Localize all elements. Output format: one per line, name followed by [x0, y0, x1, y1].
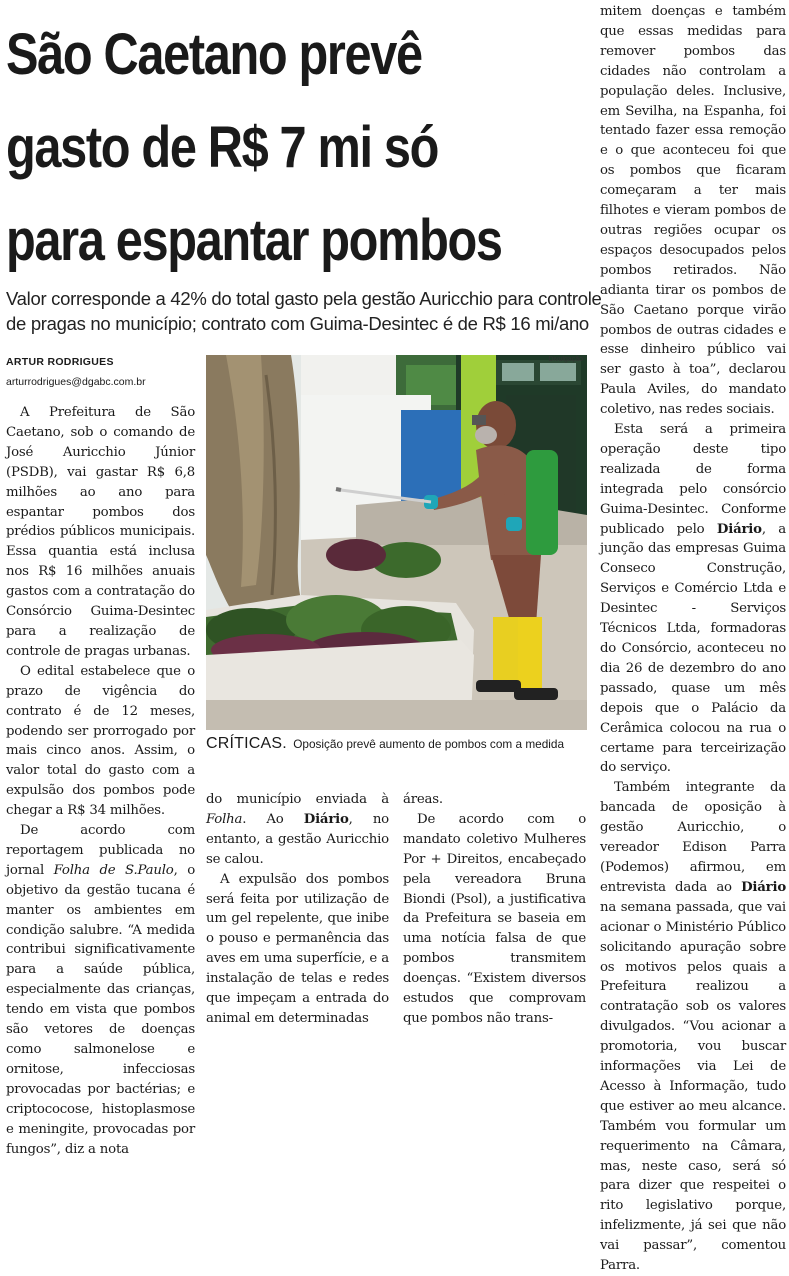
- article-photo: [206, 355, 587, 730]
- paragraph: A expulsão dos pombos será feita por utilização de um gel repelente, que inibe o pouso e permanência das aves em uma superfície, e a instalação de telas e redes que impeçam a entrada do animal em determinadas: [206, 871, 389, 1026]
- byline: [6, 356, 201, 388]
- subheadline-line-2: de pragas no município; contrato com Guima-Desintec é de R$ 16 mi/ano: [6, 313, 589, 334]
- author-email: arturrodrigues@dgabc.com.br: [6, 376, 146, 388]
- headline-line-2: gasto de R$ 7 mi só: [6, 115, 439, 180]
- article-column-2: [206, 790, 389, 1029]
- newspaper-name: Diário: [741, 879, 786, 895]
- paragraph: do município enviada à Folha. Ao Diário, no entanto, a gestão Auricchio se calou.: [206, 792, 389, 867]
- newspaper-name: Folha de S.Paulo: [53, 862, 174, 878]
- headline: [6, 8, 502, 287]
- paragraph: mitem doenças e também que essas medidas para remover pombos das cidades não controlam a população deles. Inclusive, em Sevilha, na Espanha, foi tentado fazer essa remoção e o que aconteceu foi que os pombos que ficaram começaram a ter mais filhotes e vieram pombos de outras regiões ocupar os espaços desocupados pelos pombos retirados. Não adianta tirar os pombos de São Caetano porque virão pombos de outras cidades e esse dinheiro público vai ser gasto à toa”, declarou Paula Aviles, do mandato coletivo, nas redes sociais.: [600, 4, 786, 418]
- headline-line-3: para espantar pombos: [6, 208, 502, 273]
- photo-illustration: [206, 355, 587, 730]
- article-column-1: [6, 403, 195, 1159]
- paragraph: De acordo com reportagem publicada no jornal Folha de S.Paulo, o objetivo da gestão tucana é manter os ambientes em condição salubre. “A medida contribui significativamente para a saúde pública, especialmente das crianças, tendo em vista que pombos são vetores de doenças como salmonelose e ornitose, infecciosas provocadas por bactérias; e criptococose, histoplasmose e meningite, provocadas por fungos”, diz a nota: [6, 823, 196, 1157]
- caption-label: CRÍTICAS.: [206, 735, 287, 752]
- subheadline: [6, 286, 602, 336]
- newspaper-name: Diário: [716, 521, 762, 537]
- subheadline-line-1: Valor corresponde a 42% do total gasto pela gestão Auricchio para controle: [6, 288, 602, 309]
- author-name: ARTUR RODRIGUES: [6, 356, 114, 368]
- paragraph: De acordo com o mandato coletivo Mulheres Por + Direitos, encabeçado pela vereadora Bruna Biondi (Psol), a justificativa da Prefeitura se baseia em uma notícia falsa de que pombos transmitem doenças. “Existem diversos estudos que comprovam que pombos não trans-: [403, 811, 586, 1026]
- caption-text: Oposição prevê aumento de pombos com a medida: [293, 737, 565, 751]
- article-column-3: [403, 790, 586, 1029]
- article-column-4: [600, 2, 786, 1276]
- paragraph: A Prefeitura de São Caetano, sob o comando de José Auricchio Júnior (PSDB), vai gastar R$ 6,8 milhões ao ano para espantar pombos dos prédios públicos municipais. Essa quantia está inclusa nos R$ 16 milhões anuais gastos com a contratação do Consórcio Guima-Desintec para a realização de controle de pragas urbanas.: [6, 405, 195, 659]
- photo-credit: Divulgação: [548, 356, 583, 363]
- newspaper-name: Diário: [303, 811, 349, 827]
- paragraph: Também integrante da bancada de oposição à gestão Auricchio, o vereador Edison Parra (Podemos) afirmou, em entrevista dada ao Diário na semana passada, que vai acionar o Ministério Público solicitando apuração sobre os motivos pelos quais a Prefeitura realizou a contratação sob os valores divulgados. “Vou acionar a promotoria, vou buscar informações via Lei de Acesso à Informação, tudo que estiver ao meu alcance. Também vou formular um requerimento na Câmara, mas, neste caso, será só para dizer que respeitei o rito legislativo porque, infelizmente, já sei que não vai passar”, comentou Parra.: [600, 780, 786, 1274]
- headline-line-1: São Caetano prevê: [6, 22, 422, 87]
- paragraph: Esta será a primeira operação deste tipo realizada de forma integrada pelo consórcio Guima-Desintec. Conforme publicado pelo Diário, a junção das empresas Guima Conseco Construção, Serviços e Comércio Ltda e Desintec - Serviços Técnicos Ltda, formadoras do Consórcio, aconteceu no dia 26 de dezembro do ano passado, quase um mês depois que o Palácio da Cerâmica colocou na rua o certame para terceirização do serviço.: [600, 422, 787, 776]
- paragraph: O edital estabelece que o prazo de vigência do contrato é de 12 meses, podendo ser prorrogado por mais cinco anos. Assim, o valor total do gasto com a expulsão dos pombos pode chegar a R$ 34 milhões.: [6, 663, 195, 819]
- newspaper-name: Folha: [206, 811, 243, 827]
- paragraph: áreas.: [403, 792, 443, 807]
- photo-caption: [206, 735, 587, 753]
